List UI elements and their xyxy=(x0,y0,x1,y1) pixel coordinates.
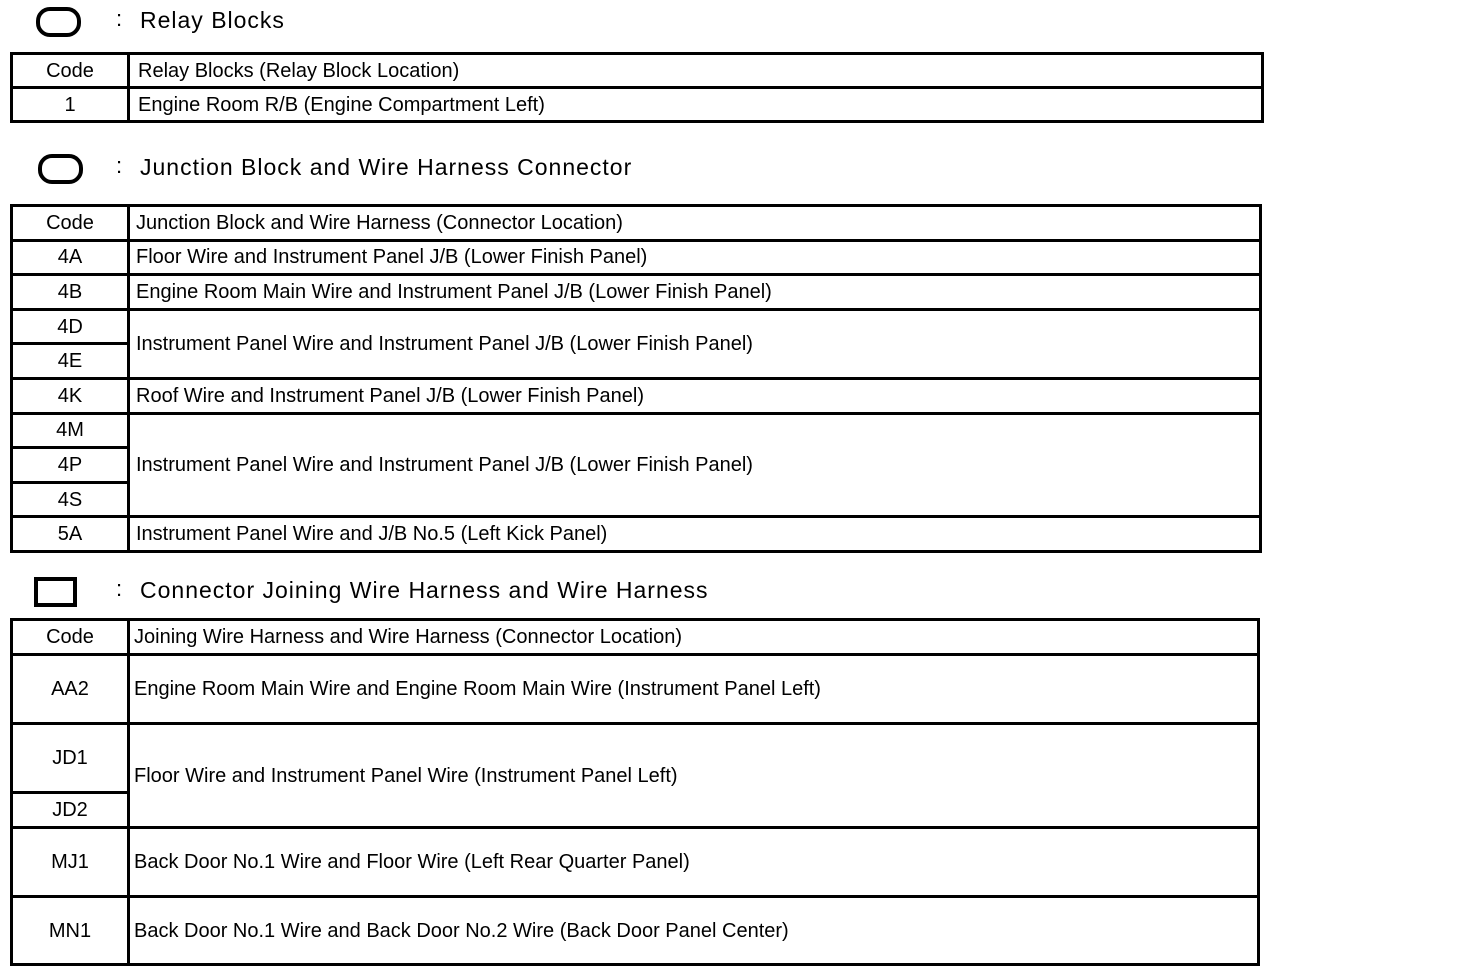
junction-block-symbol-icon xyxy=(38,154,83,184)
location-header: Junction Block and Wire Harness (Connector Location) xyxy=(129,206,1261,241)
table-row xyxy=(12,88,1263,122)
location-header: Joining Wire Harness and Wire Harness (Connector Location) xyxy=(129,620,1259,655)
heading-colon: : xyxy=(116,6,123,31)
heading-colon: : xyxy=(116,576,123,601)
connector-joining-heading xyxy=(34,574,794,608)
table-row xyxy=(12,655,1259,724)
relay-block-symbol-icon xyxy=(36,7,81,37)
table-row xyxy=(12,897,1259,965)
code-cell: 4P xyxy=(12,448,129,483)
location-cell: Back Door No.1 Wire and Back Door No.2 Wire (Back Door Panel Center) xyxy=(129,897,1259,965)
code-cell: 5A xyxy=(12,517,129,552)
location-cell: Instrument Panel Wire and Instrument Panel J/B (Lower Finish Panel) xyxy=(129,413,1261,517)
code-cell: JD1 xyxy=(12,724,129,793)
location-cell: Engine Room Main Wire and Instrument Panel J/B (Lower Finish Panel) xyxy=(129,275,1261,310)
location-cell: Instrument Panel Wire and Instrument Panel J/B (Lower Finish Panel) xyxy=(129,309,1261,378)
table-row xyxy=(12,240,1261,275)
junction-block-heading xyxy=(38,151,738,185)
connector-joining-table xyxy=(10,618,1260,966)
code-cell: AA2 xyxy=(12,655,129,724)
code-cell: 4K xyxy=(12,378,129,413)
code-cell: MJ1 xyxy=(12,828,129,897)
section-title: Junction Block and Wire Harness Connector xyxy=(140,154,633,180)
code-cell: 4E xyxy=(12,344,129,379)
table-row xyxy=(12,724,1259,793)
code-header: Code xyxy=(12,206,129,241)
junction-block-table xyxy=(10,204,1262,553)
location-cell: Engine Room Main Wire and Engine Room Main Wire (Instrument Panel Left) xyxy=(129,655,1259,724)
table-header-row xyxy=(12,620,1259,655)
relay-blocks-heading xyxy=(36,4,436,38)
code-cell: 4B xyxy=(12,275,129,310)
connector-symbol-icon xyxy=(34,577,77,607)
heading-colon: : xyxy=(116,153,123,178)
code-cell: 4S xyxy=(12,482,129,517)
code-cell: 4A xyxy=(12,240,129,275)
code-header: Code xyxy=(12,54,129,88)
code-cell: 4M xyxy=(12,413,129,448)
section-title: Relay Blocks xyxy=(140,7,285,33)
location-cell: Instrument Panel Wire and J/B No.5 (Left Kick Panel) xyxy=(129,517,1261,552)
location-cell: Floor Wire and Instrument Panel J/B (Lower Finish Panel) xyxy=(129,240,1261,275)
table-row xyxy=(12,378,1261,413)
table-row xyxy=(12,309,1261,344)
location-cell: Floor Wire and Instrument Panel Wire (Instrument Panel Left) xyxy=(129,724,1259,828)
table-row xyxy=(12,828,1259,897)
code-cell: MN1 xyxy=(12,897,129,965)
location-cell: Roof Wire and Instrument Panel J/B (Lower Finish Panel) xyxy=(129,378,1261,413)
code-cell: JD2 xyxy=(12,793,129,828)
table-header-row xyxy=(12,206,1261,241)
section-title: Connector Joining Wire Harness and Wire Harness xyxy=(140,577,709,603)
table-row xyxy=(12,517,1261,552)
code-header: Code xyxy=(12,620,129,655)
location-cell: Back Door No.1 Wire and Floor Wire (Left Rear Quarter Panel) xyxy=(129,828,1259,897)
location-cell: Engine Room R/B (Engine Compartment Left) xyxy=(129,88,1263,122)
table-row xyxy=(12,413,1261,448)
table-row xyxy=(12,275,1261,310)
relay-blocks-table xyxy=(10,52,1264,123)
code-cell: 1 xyxy=(12,88,129,122)
table-header-row xyxy=(12,54,1263,88)
location-header: Relay Blocks (Relay Block Location) xyxy=(129,54,1263,88)
code-cell: 4D xyxy=(12,309,129,344)
